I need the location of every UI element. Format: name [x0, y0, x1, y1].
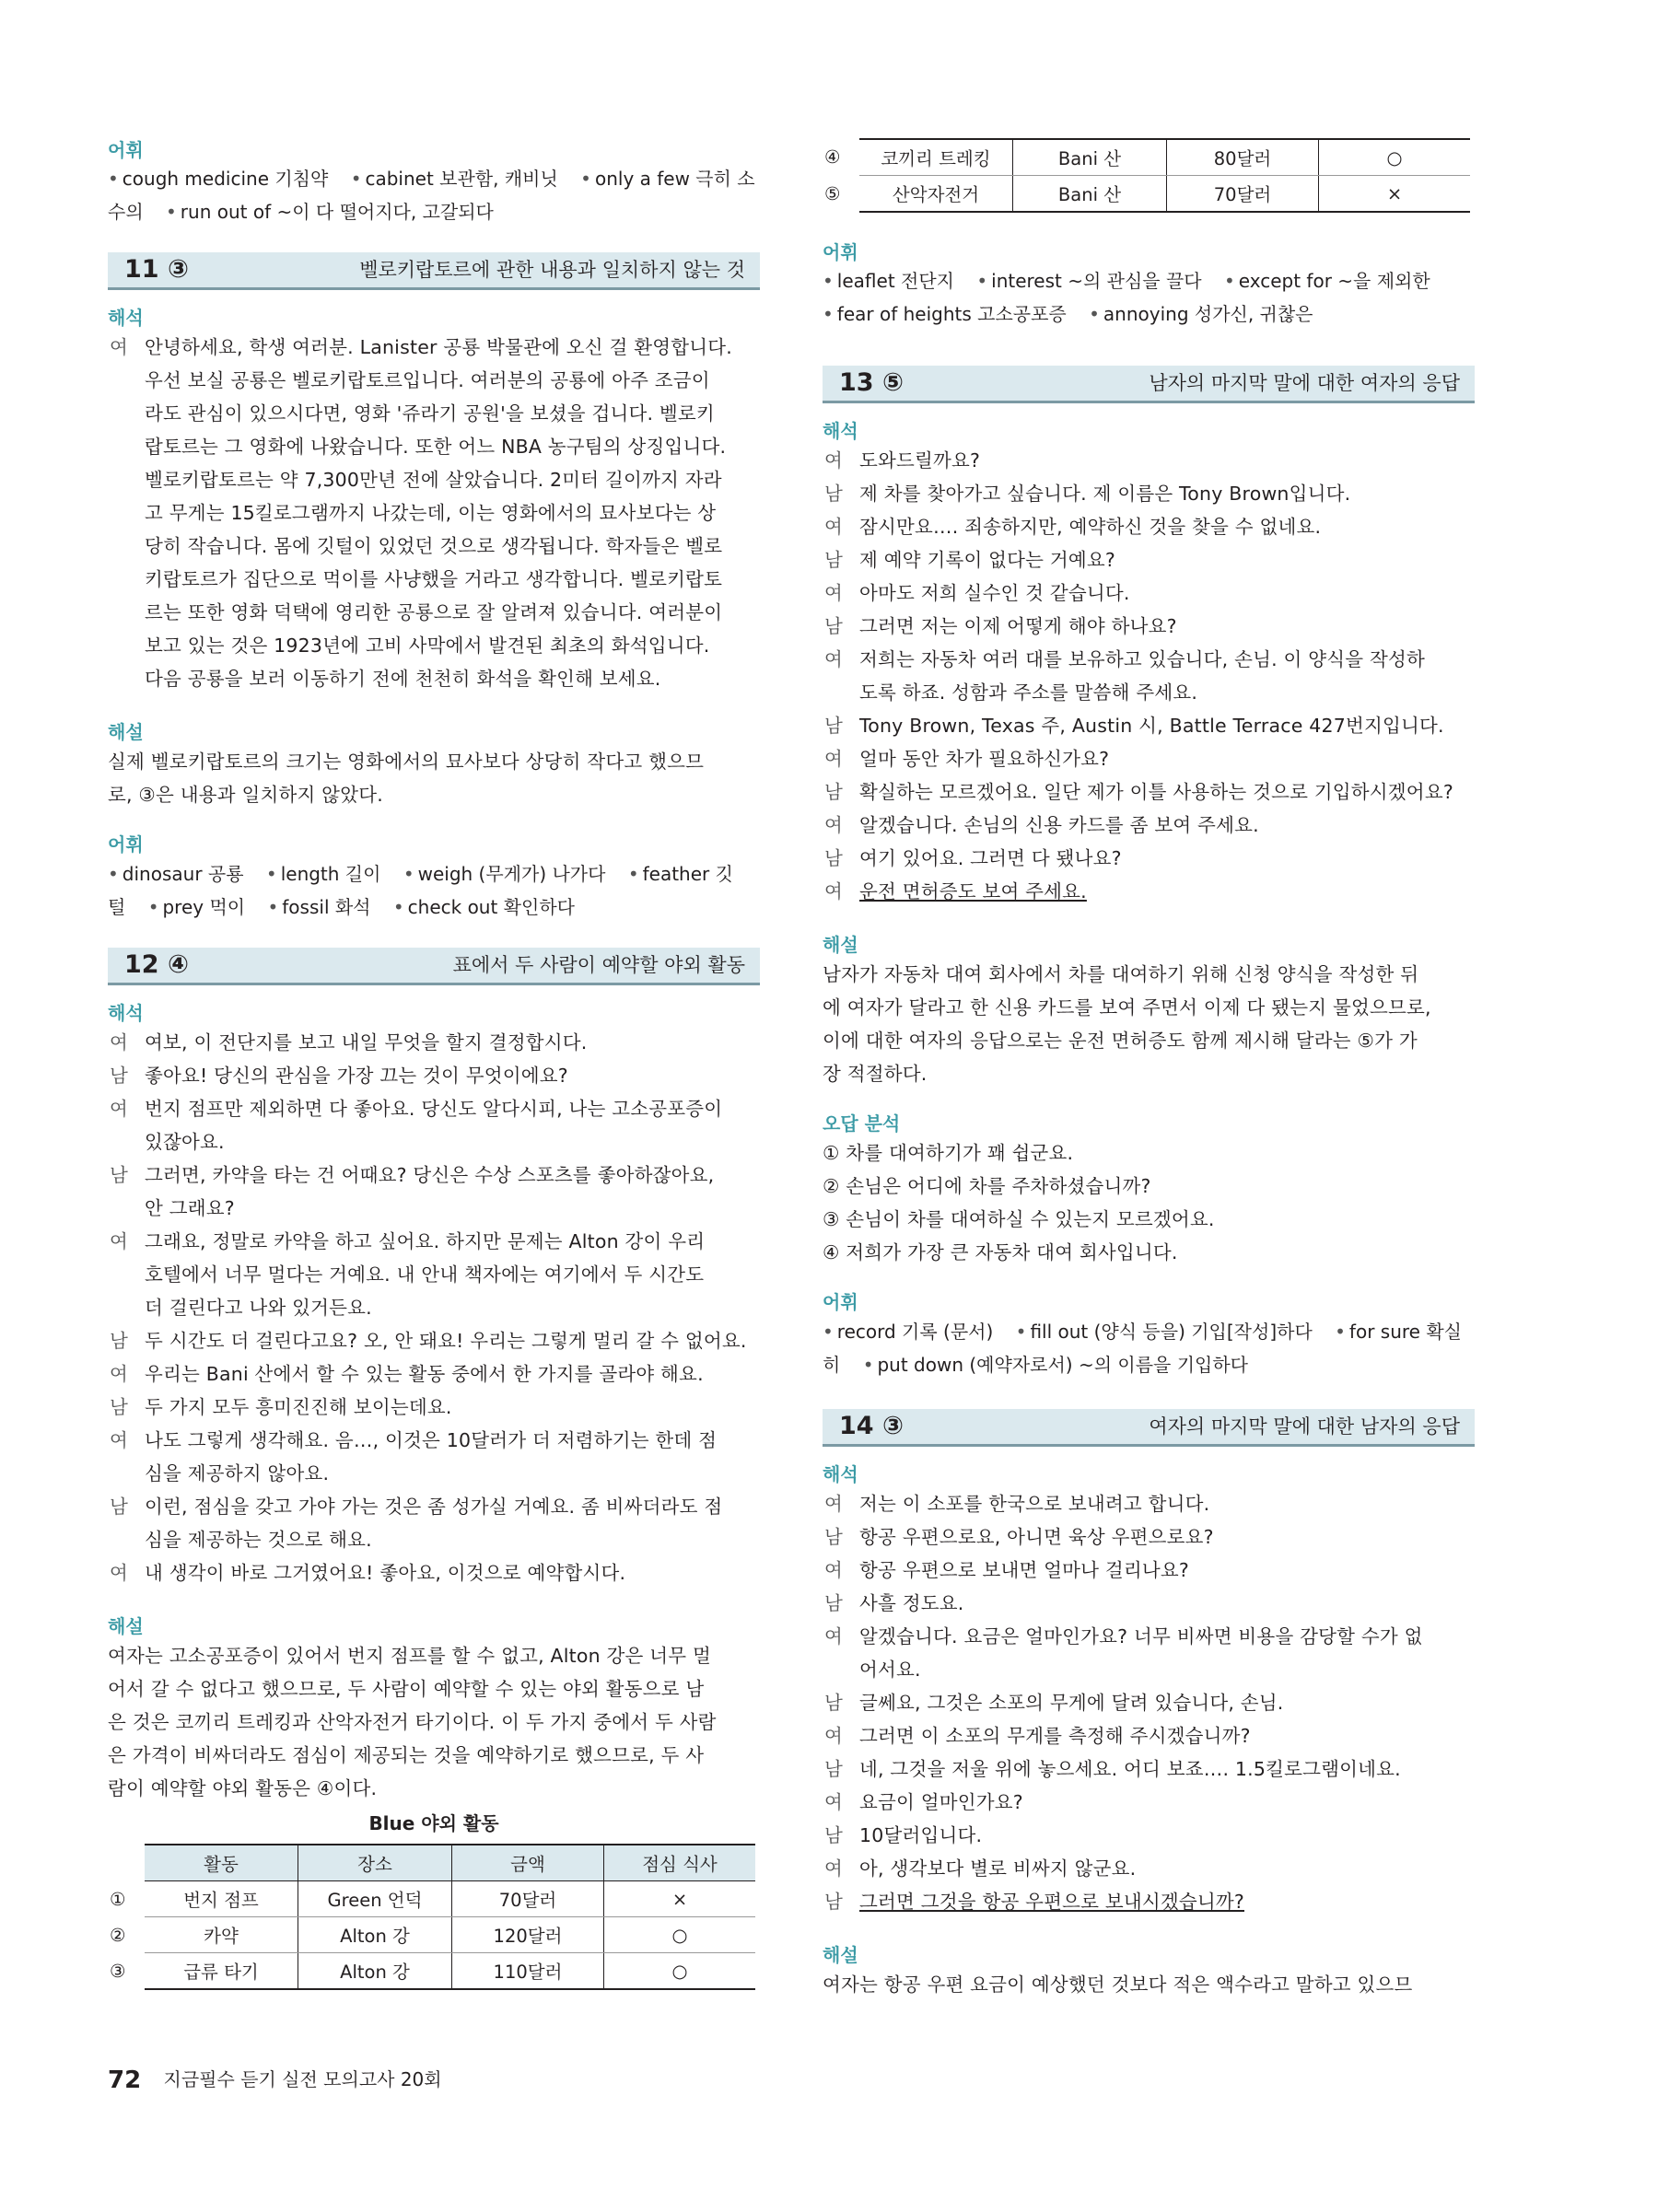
dialogue-turn	[108, 1357, 760, 1391]
translation-label: 해석	[823, 420, 858, 442]
text-line: 실제 벨로키랍토르의 크기는 영화에서의 묘사보다 상당히 작다고 했으므	[108, 751, 705, 773]
dialogue-turn	[823, 875, 1475, 908]
dialogue-line: 번지 점프만 제외하면 다 좋아요. 당신도 알다시피, 나는 고소공포증이	[145, 1098, 723, 1120]
speaker-label: 남	[110, 1396, 129, 1418]
explanation	[108, 745, 760, 811]
activity-table	[108, 1844, 755, 1990]
dialogue-line: 항공 우편으로 보내면 얼마나 걸리나요?	[859, 1559, 1189, 1581]
speaker-label: 여	[824, 1857, 844, 1880]
vocab-label: 어휘	[823, 1291, 858, 1313]
dialogue-line: 심을 제공하는 것으로 해요.	[145, 1529, 372, 1551]
speaker-label: 남	[824, 1526, 844, 1548]
dialogue-line: 그러면 이 소포의 무게를 측정해 주시겠습니까?	[859, 1725, 1251, 1747]
question-number: 14 ③	[839, 1412, 904, 1440]
vocab-item: • length 길이	[266, 863, 381, 885]
speaker-label: 여	[824, 1625, 844, 1647]
dialogue-turn	[108, 1324, 760, 1357]
dialogue-line: 내 생각이 바로 그거였어요! 좋아요, 이것으로 예약합시다.	[145, 1562, 626, 1584]
dialogue-turn	[823, 842, 1475, 875]
dialogue-line: 그러면, 카약을 타는 건 어때요? 당신은 수상 스포츠를 좋아하잖아요,	[145, 1164, 715, 1186]
text-line: 람이 예약할 야외 활동은 ④이다.	[108, 1777, 378, 1799]
right-column	[823, 138, 1475, 2021]
section-header	[823, 1409, 1475, 1447]
dialogue-turn	[823, 1487, 1475, 1520]
dialogue-turn	[823, 1885, 1475, 1918]
vocab-list	[108, 857, 760, 924]
dialogue-line	[859, 875, 1475, 908]
dialogue-line: 어서요.	[859, 1659, 921, 1681]
speaker-label: 여	[824, 449, 844, 472]
vocab-item: • annoying 성가신, 귀찮은	[1089, 303, 1313, 325]
table-header-cell: 점심 식사	[604, 1845, 756, 1881]
dialogue-line: 제 예약 기록이 없다는 거예요?	[859, 549, 1115, 571]
explanation	[108, 1639, 760, 1805]
speaker-label: 남	[824, 1891, 844, 1913]
vocab-item: • feather 깃털	[108, 863, 733, 918]
dialogue-turn	[823, 477, 1475, 510]
table-row	[108, 1881, 755, 1917]
speaker-label: 여	[824, 582, 844, 604]
dialogue-line: 그러면 저는 이제 어떻게 해야 하나요?	[859, 615, 1177, 637]
table-cell: 번지 점프	[145, 1881, 298, 1917]
vocab-block	[823, 240, 1475, 331]
wrong-analysis-label: 오답 분석	[823, 1112, 901, 1135]
vocab-item: • put down (예약자로서) ~의 이름을 기입하다	[863, 1354, 1248, 1376]
table-cell: 120달러	[452, 1917, 604, 1953]
dialogue-line: 여보, 이 전단지를 보고 내일 무엇을 할지 결정합시다.	[145, 1031, 588, 1054]
dialogue-turn	[823, 610, 1475, 643]
row-marker: ③	[110, 1960, 126, 1982]
dialogue-turn	[823, 775, 1475, 809]
dialogue-turn	[823, 1587, 1475, 1620]
vocab-item: • check out 확인하다	[393, 896, 575, 918]
table-cell: ○	[1319, 139, 1471, 176]
speaker-label: 여	[110, 1098, 129, 1120]
activity-table-continued	[823, 138, 1470, 213]
translation-label: 해석	[108, 307, 144, 329]
speaker-label: 여	[824, 516, 844, 538]
script	[108, 331, 760, 695]
text-line: 어서 갈 수 없다고 했으므로, 두 사람이 예약할 수 있는 야외 활동으로 남	[108, 1678, 705, 1700]
speaker-label: 여	[824, 1559, 844, 1581]
vocab-item: • for sure 확실히	[823, 1321, 1462, 1376]
question-number: 11 ③	[124, 255, 189, 284]
dialogue-line: 확실하는 모르겠어요. 일단 제가 이틀 사용하는 것으로 기입하시겠어요?	[859, 781, 1453, 803]
question-title: 벨로키랍토르에 관한 내용과 일치하지 않는 것	[359, 259, 745, 281]
dialogue-turn	[823, 1719, 1475, 1752]
speaker-label: 남	[824, 1692, 844, 1714]
dialogue-line: 그래요, 정말로 카약을 하고 싶어요. 하지만 문제는 Alton 강이 우리	[145, 1230, 706, 1252]
wrong-analysis	[823, 1136, 1475, 1269]
table-cell: Bani 산	[1013, 176, 1167, 213]
vocab-item: • fill out (양식 등을) 기입[작성]하다	[1016, 1321, 1313, 1343]
text-line: 은 가격이 비싸더라도 점심이 제공되는 것을 예약하기로 했으므로, 두 사	[108, 1744, 705, 1766]
dialogue-turn	[823, 742, 1475, 775]
text-line: 로, ③은 내용과 일치하지 않았다.	[108, 784, 383, 806]
explanation	[823, 958, 1475, 1090]
dialogue-turn	[823, 1620, 1475, 1686]
dialogue-line: 당히 작습니다. 몸에 깃털이 있었던 것으로 생각됩니다. 학자들은 벨로	[145, 535, 723, 557]
speaker-label: 남	[110, 1164, 129, 1186]
dialogue-turn	[823, 1520, 1475, 1554]
speaker-label: 여	[110, 1031, 129, 1054]
vocab-label: 어휘	[108, 139, 144, 161]
vocab-item: • dinosaur 공룡	[108, 863, 244, 885]
dialogue-line: 심을 제공하지 않아요.	[145, 1462, 330, 1484]
dialogue-turn	[108, 1490, 760, 1556]
dialogue-turn	[108, 1092, 760, 1158]
dialogue-line: 아마도 저희 실수인 것 같습니다.	[859, 582, 1130, 604]
dialogue-line: 도와드릴까요?	[859, 449, 981, 472]
dialogue-line	[859, 1885, 1475, 1918]
dialogue-line: 랍토르는 그 영화에 나왔습니다. 또한 어느 NBA 농구팀의 상징입니다.	[145, 436, 727, 458]
text-line: 에 여자가 달라고 한 신용 카드를 보여 주면서 이제 다 됐는지 물었으므로,	[823, 996, 1431, 1019]
text-line: ④ 저희가 가장 큰 자동차 대여 회사입니다.	[823, 1241, 1178, 1263]
table-header-row	[108, 1845, 755, 1881]
speaker-label: 남	[110, 1330, 129, 1352]
text-line: 장 적절하다.	[823, 1063, 928, 1085]
dialogue-line: 아, 생각보다 별로 비싸지 않군요.	[859, 1857, 1137, 1880]
dialogue-turn	[108, 1556, 760, 1589]
table-cell: 급류 타기	[145, 1953, 298, 1990]
dialogue-line: 알겠습니다. 요금은 얼마인가요? 너무 비싸면 비용을 감당할 수가 없	[859, 1625, 1423, 1647]
text-line: 여자는 고소공포증이 있어서 번지 점프를 할 수 없고, Alton 강은 너무 멀	[108, 1645, 711, 1667]
text-line: ③ 손님이 차를 대여하실 수 있는지 모르겠어요.	[823, 1208, 1215, 1230]
vocab-label: 어휘	[823, 241, 858, 263]
question-title: 여자의 마지막 말에 대한 남자의 응답	[1149, 1415, 1460, 1438]
speaker-label: 남	[110, 1496, 129, 1518]
vocab-item: • run out of ~이 다 떨어지다, 고갈되다	[166, 201, 494, 223]
dialogue-line: 여기 있어요. 그러면 다 됐나요?	[859, 847, 1122, 869]
dialogue-line: 두 시간도 더 걸린다고요? 오, 안 돼요! 우리는 그렇게 멀리 갈 수 없어요.	[145, 1330, 747, 1352]
dialogue-line: 요금이 얼마인가요?	[859, 1791, 1023, 1813]
dialogue-turn	[823, 643, 1475, 709]
dialogue-line: 우리는 Bani 산에서 할 수 있는 활동 중에서 한 가지를 골라야 해요.	[145, 1363, 704, 1385]
dialogue-turn	[108, 331, 760, 695]
explanation	[823, 1968, 1475, 2001]
table-header-cell: 금액	[452, 1845, 604, 1881]
script	[823, 1487, 1475, 1918]
dialogue-line: 안녕하세요, 학생 여러분. Lanister 공룡 박물관에 오신 걸 환영합니다.	[145, 336, 732, 358]
page-number: 72	[108, 2066, 142, 2094]
dialogue-line: 키랍토르가 집단으로 먹이를 사냥했을 거라고 생각합니다. 벨로키랍토	[145, 568, 723, 590]
speaker-label: 여	[824, 748, 844, 770]
dialogue-turn	[823, 543, 1475, 576]
explanation-label: 해설	[108, 1615, 144, 1637]
page-footer	[108, 2065, 442, 2094]
dialogue-line: 10달러입니다.	[859, 1824, 983, 1846]
translation-label: 해석	[108, 1002, 144, 1024]
dialogue-turn	[823, 1819, 1475, 1852]
dialogue-line: Tony Brown, Texas 주, Austin 시, Battle Terrace 427번지입니다.	[859, 715, 1444, 737]
speaker-label: 남	[824, 615, 844, 637]
question-title: 표에서 두 사람이 예약할 야외 활동	[452, 954, 745, 976]
dialogue-turn	[823, 809, 1475, 842]
speaker-label: 여	[824, 1791, 844, 1813]
dialogue-turn	[823, 1786, 1475, 1819]
left-column	[108, 138, 760, 1990]
speaker-label: 남	[824, 1592, 844, 1614]
dialogue-turn	[108, 1391, 760, 1424]
table-cell: 코끼리 트레킹	[859, 139, 1013, 176]
dialogue-turn	[108, 1059, 760, 1092]
speaker-label: 여	[110, 336, 129, 358]
table-caption: Blue 야외 활동	[368, 1812, 499, 1834]
dialogue-line: 보고 있는 것은 1923년에 고비 사막에서 발견된 최초의 화석입니다.	[145, 634, 710, 657]
vocab-item: • weigh (무게가) 나가다	[403, 863, 606, 885]
vocab-list	[823, 1315, 1475, 1381]
explanation-label: 해설	[823, 934, 858, 956]
question-11	[108, 252, 760, 924]
table-header-cell: 장소	[298, 1845, 452, 1881]
dialogue-turn	[108, 1225, 760, 1324]
dialogue-turn	[108, 1026, 760, 1059]
speaker-label: 남	[824, 781, 844, 803]
dialogue-line: 항공 우편으로요, 아니면 육상 우편으로요?	[859, 1526, 1214, 1548]
dialogue-line: 라도 관심이 있으시다면, 영화 '쥬라기 공원'을 보셨을 겁니다. 벨로키	[145, 402, 715, 425]
script	[108, 1026, 760, 1589]
table-cell: ○	[604, 1953, 756, 1990]
table-row	[108, 1917, 755, 1953]
vocab-list	[823, 264, 1475, 331]
speaker-label: 여	[824, 648, 844, 670]
table-header-cell: 활동	[145, 1845, 298, 1881]
dialogue-turn	[108, 1158, 760, 1225]
dialogue-line: 두 가지 모두 흥미진진해 보이는데요.	[145, 1396, 452, 1418]
dialogue-turn	[823, 1686, 1475, 1719]
dialogue-turn	[823, 1752, 1475, 1786]
table-cell: ○	[604, 1917, 756, 1953]
vocab-item: • cough medicine 기침약	[108, 168, 328, 190]
dialogue-line: 저희는 자동차 여러 대를 보유하고 있습니다, 손님. 이 양식을 작성하	[859, 648, 1425, 670]
speaker-label: 여	[110, 1562, 129, 1584]
question-13	[823, 366, 1475, 1381]
explanation-label: 해설	[108, 721, 144, 743]
question-14	[823, 1409, 1475, 2001]
text-line: 남자가 자동차 대여 회사에서 차를 대여하기 위해 신청 양식을 작성한 뒤	[823, 963, 1419, 985]
speaker-label: 여	[110, 1429, 129, 1451]
dialogue-line: 우선 보실 공룡은 벨로키랍토르입니다. 여러분의 공룡에 아주 조금이	[145, 369, 710, 391]
dialogue-line: 고 무게는 15킬로그램까지 나갔는데, 이는 영화에서의 묘사보다는 상	[145, 502, 717, 524]
table-cell: Green 언덕	[298, 1881, 452, 1917]
speaker-label: 남	[110, 1065, 129, 1087]
explanation-label: 해설	[823, 1944, 858, 1966]
row-marker: ⑤	[824, 182, 841, 204]
section-header	[108, 252, 760, 290]
dialogue-turn	[108, 1424, 760, 1490]
dialogue-line: 르는 또한 영화 덕택에 영리한 공룡으로 잘 알려져 있습니다. 여러분이	[145, 601, 723, 623]
dialogue-line: 도록 하죠. 성함과 주소를 말씀해 주세요.	[859, 681, 1198, 704]
dialogue-line: 얼마 동안 차가 필요하신가요?	[859, 748, 1110, 770]
dialogue-line: 이런, 점심을 갖고 가야 가는 것은 좀 성가실 거예요. 좀 비싸더라도 점	[145, 1496, 723, 1518]
vocab-item: • fear of heights 고소공포증	[823, 303, 1067, 325]
text-line: 여자는 항공 우편 요금이 예상했던 것보다 적은 액수라고 말하고 있으므	[823, 1973, 1413, 1996]
vocab-item: • only a few 극히 소수의	[108, 168, 755, 223]
speaker-label: 남	[824, 483, 844, 505]
section-header	[823, 366, 1475, 403]
dialogue-line: 안 그래요?	[145, 1197, 235, 1219]
translation-label: 해석	[823, 1463, 858, 1485]
speaker-label: 여	[824, 1725, 844, 1747]
underlined-answer: 운전 면허증도 보여 주세요.	[859, 880, 1087, 902]
script	[823, 444, 1475, 908]
vocab-item: • leaflet 전단지	[823, 270, 954, 292]
vocab-item: • record 기록 (문서)	[823, 1321, 993, 1343]
vocab-label: 어휘	[108, 833, 144, 856]
speaker-label: 여	[824, 880, 844, 902]
speaker-label: 남	[824, 1758, 844, 1780]
text-line: 은 것은 코끼리 트레킹과 산악자전거 타기이다. 이 두 가지 중에서 두 사람	[108, 1711, 717, 1733]
text-line: 이에 대한 여자의 응답으로는 운전 면허증도 함께 제시해 달라는 ⑤가 가	[823, 1030, 1418, 1052]
vocab-list	[108, 162, 760, 228]
table-cell: 산악자전거	[859, 176, 1013, 213]
vocab-block	[108, 138, 760, 228]
book-title: 지금필수 듣기 실전 모의고사 20회	[163, 2068, 442, 2090]
table-cell: 70달러	[1167, 176, 1319, 213]
dialogue-line: 잠시만요…. 죄송하지만, 예약하신 것을 찾을 수 없네요.	[859, 516, 1322, 538]
underlined-answer: 그러면 그것을 항공 우편으로 보내시겠습니까?	[859, 1891, 1245, 1913]
vocab-item: • interest ~의 관심을 끌다	[976, 270, 1201, 292]
dialogue-line: 제 차를 찾아가고 싶습니다. 제 이름은 Tony Brown입니다.	[859, 483, 1351, 505]
table-row	[823, 176, 1470, 213]
speaker-label: 남	[824, 549, 844, 571]
dialogue-turn	[823, 1554, 1475, 1587]
dialogue-line: 더 걸린다고 나와 있거든요.	[145, 1297, 372, 1319]
speaker-label: 남	[824, 1824, 844, 1846]
table-cell: ×	[604, 1881, 756, 1917]
table-cell: 110달러	[452, 1953, 604, 1990]
dialogue-line: 나도 그렇게 생각해요. 음…, 이것은 10달러가 더 저렴하기는 한데 점	[145, 1429, 718, 1451]
table-row	[108, 1953, 755, 1990]
dialogue-turn	[823, 1852, 1475, 1885]
dialogue-turn	[823, 444, 1475, 477]
table-cell: 카약	[145, 1917, 298, 1953]
table-cell: ×	[1319, 176, 1471, 213]
text-line: ① 차를 대여하기가 꽤 쉽군요.	[823, 1142, 1074, 1164]
text-line: ② 손님은 어디에 차를 주차하셨습니까?	[823, 1175, 1151, 1197]
row-marker: ①	[110, 1888, 126, 1910]
table-cell: Alton 강	[298, 1953, 452, 1990]
section-header	[108, 948, 760, 985]
dialogue-turn	[823, 510, 1475, 543]
dialogue-line: 다음 공룡을 보러 이동하기 전에 천천히 화석을 확인해 보세요.	[145, 668, 661, 690]
dialogue-line: 벨로키랍토르는 약 7,300만년 전에 살았습니다. 2미터 길이까지 자라	[145, 469, 722, 491]
vocab-item: • except for ~을 제외한	[1224, 270, 1430, 292]
dialogue-line: 저는 이 소포를 한국으로 보내려고 합니다.	[859, 1493, 1210, 1515]
vocab-item: • cabinet 보관함, 캐비닛	[351, 168, 558, 190]
table-cell: Alton 강	[298, 1917, 452, 1953]
speaker-label: 여	[110, 1363, 129, 1385]
dialogue-line: 호텔에서 너무 멀다는 거예요. 내 안내 책자에는 여기에서 두 시간도	[145, 1263, 705, 1286]
table-cell: Bani 산	[1013, 139, 1167, 176]
speaker-label: 남	[824, 847, 844, 869]
table-row	[823, 139, 1470, 176]
speaker-label: 남	[824, 715, 844, 737]
question-number: 12 ④	[124, 950, 189, 979]
row-marker: ②	[110, 1924, 126, 1946]
dialogue-turn	[823, 576, 1475, 610]
table-cell: 80달러	[1167, 139, 1319, 176]
dialogue-line: 좋아요! 당신의 관심을 가장 끄는 것이 무엇이에요?	[145, 1065, 568, 1087]
question-title: 남자의 마지막 말에 대한 여자의 응답	[1149, 372, 1460, 394]
dialogue-line: 글쎄요, 그것은 소포의 무게에 달려 있습니다, 손님.	[859, 1692, 1284, 1714]
table-cell: 70달러	[452, 1881, 604, 1917]
speaker-label: 여	[824, 814, 844, 836]
vocab-item: • prey 먹이	[148, 896, 245, 918]
row-marker: ④	[824, 146, 841, 169]
question-12	[108, 948, 760, 1990]
speaker-label: 여	[824, 1493, 844, 1515]
dialogue-turn	[823, 709, 1475, 742]
dialogue-line: 사흘 정도요.	[859, 1592, 964, 1614]
dialogue-line: 있잖아요.	[145, 1131, 225, 1153]
dialogue-line: 네, 그것을 저울 위에 놓으세요. 어디 보죠…. 1.5킬로그램이네요.	[859, 1758, 1401, 1780]
question-number: 13 ⑤	[839, 368, 904, 397]
dialogue-line: 알겠습니다. 손님의 신용 카드를 좀 보여 주세요.	[859, 814, 1259, 836]
vocab-item: • fossil 화석	[267, 896, 370, 918]
speaker-label: 여	[110, 1230, 129, 1252]
